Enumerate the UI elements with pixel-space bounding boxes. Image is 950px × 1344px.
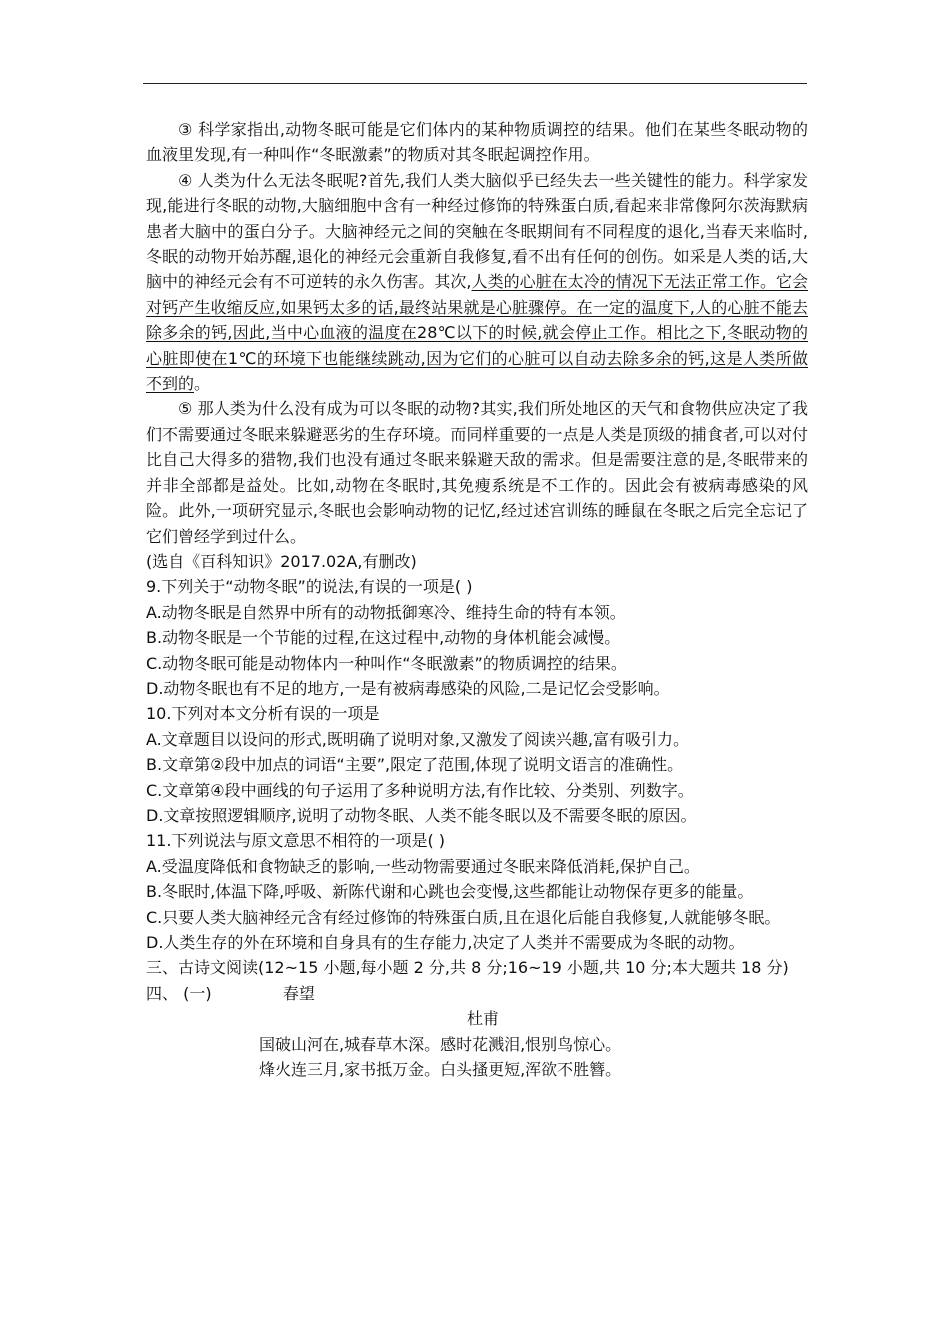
document-body [146, 117, 808, 1082]
option-c: C.只要人类大脑神经元含有经过修饰的特殊蛋白质,且在退化后能自我修复,人就能够冬眠。 [146, 907, 781, 927]
option-b: B.动物冬眠是一个节能的过程,在这过程中,动物的身体机能会减慢。 [146, 628, 621, 648]
underlined-sentence: 人类的心脏在太冷的情况下无法正常工作。它会对钙产生收缩反应,如果钙太多的话,最终站果就是心脏骤停。在一定的温度下,人的心脏不能去除多余的钙,因此,当中心血液的温度在28℃以下的时候,就会停止工作。相比之下,冬眠动物的心脏即使在1℃的环境下也能继续跳动,因为它们的心脏可以自动去除多余的钙,这是人类所做不到的 [146, 272, 808, 394]
option-a: A.文章题目以设问的形式,既明确了说明对象,又激发了阅读兴趣,富有吸引力。 [146, 729, 690, 749]
poem-title: 春望 [282, 983, 315, 1003]
paragraph-3: ③ 科学家指出,动物冬眠可能是它们体内的某种物质调控的结果。他们在某些冬眠动物的血液里发现,有一种叫作“冬眠激素”的物质对其冬眠起调控作用。 [146, 120, 808, 165]
poem-line-1: 国破山河在,城春草木深。感时花溅泪,恨别鸟惊心。 [259, 1034, 622, 1054]
poem-line-2: 烽火连三月,家书抵万金。白头搔更短,浑欲不胜簪。 [259, 1060, 622, 1080]
paragraph-4-end: 。 [194, 374, 211, 394]
option-c: C.文章第④段中画线的句子运用了多种说明方法,有作比较、分类别、列数字。 [146, 780, 694, 800]
option-b: B.文章第②段中加点的词语“主要”,限定了范围,体现了说明文语言的准确性。 [146, 755, 684, 775]
paragraph-4 [146, 168, 808, 397]
question-stem: 10.下列对本文分析有误的一项是 [146, 704, 380, 724]
option-b: B.冬眠时,体温下降,呼吸、新陈代谢和心跳也会变慢,这些都能让动物保存更多的能量。 [146, 882, 754, 902]
option-d: D.人类生存的外在环境和自身具有的生存能力,决定了人类并不需要成为冬眠的动物。 [146, 933, 745, 952]
option-a: A.动物冬眠是自然界中所有的动物抵御寒冷、维持生命的特有本领。 [146, 602, 626, 622]
section-4-sub: (一) [183, 983, 212, 1003]
question-stem: 9.下列关于“动物冬眠”的说法,有误的一项是( ) [146, 577, 473, 597]
section-3-heading: 三、古诗文阅读(12~15 小题,每小题 2 分,共 8 分;16~19 小题,共 10 分;本大题共 18 分) [146, 958, 789, 978]
paragraph-4-text: ④ 人类为什么无法冬眠呢?首先,我们人类大脑似乎已经失去一些关键性的能力。科学家发现,能进行冬眠的动物,大脑细胞中含有一种经过修饰的特殊蛋白质,看起来非常像阿尔茨海默病患者大脑中的蛋白分子。大脑神经元之间的突触在冬眠期间有不同程度的退化,当春天来临时,冬眠的动物开始苏醒,退化的神经元会重新自我修复,看不出有任何的创伤。如采是人类的话,大脑中的神经元会有不可逆转的永久伤害。其次, [146, 170, 808, 292]
option-c: C.动物冬眠可能是动物体内一种叫作“冬眠激素”的物质调控的结果。 [146, 653, 627, 673]
section-4-label: 四、 [146, 983, 179, 1003]
header-rule [143, 83, 807, 84]
option-d: D.文章按照逻辑顺序,说明了动物冬眠、人类不能冬眠以及不需要冬眠的原因。 [146, 805, 697, 825]
option-a: A.受温度降低和食物缺乏的影响,一些动物需要通过冬眠来降低消耗,保护自己。 [146, 856, 700, 876]
paragraph-5: ⑤ 那人类为什么没有成为可以冬眠的动物?其实,我们所处地区的天气和食物供应决定了我们不需要通过冬眠来躲避恶劣的生存环境。而同样重要的一点是人类是顶级的捕食者,可以对付比自己大得多的猎物,我们也没有通过冬眠来躲避天敌的需求。但是需要注意的是,冬眠带来的并非全部都是益处。比如,动物在冬眠时,其免瘦系统是不工作的。因此会有被病毒感染的风险。此外,一项研究显示,冬眠也会影响动物的记忆,经过述宫训练的睡鼠在冬眠之后完全忘记了它们曾经学到过什么。 [146, 399, 808, 546]
question-10 [146, 701, 808, 828]
question-11 [146, 828, 808, 955]
option-d: D.动物冬眠也有不足的地方,一是有被病毒感染的风险,二是记忆会受影响。 [146, 678, 670, 698]
question-9 [146, 574, 808, 701]
poem-author: 杜甫 [466, 1009, 499, 1029]
section-4-heading [146, 981, 808, 1006]
source-note: (选自《百科知识》2017.02A,有删改) [146, 551, 417, 571]
question-stem: 11.下列说法与原文意思不相符的一项是( ) [146, 831, 446, 851]
